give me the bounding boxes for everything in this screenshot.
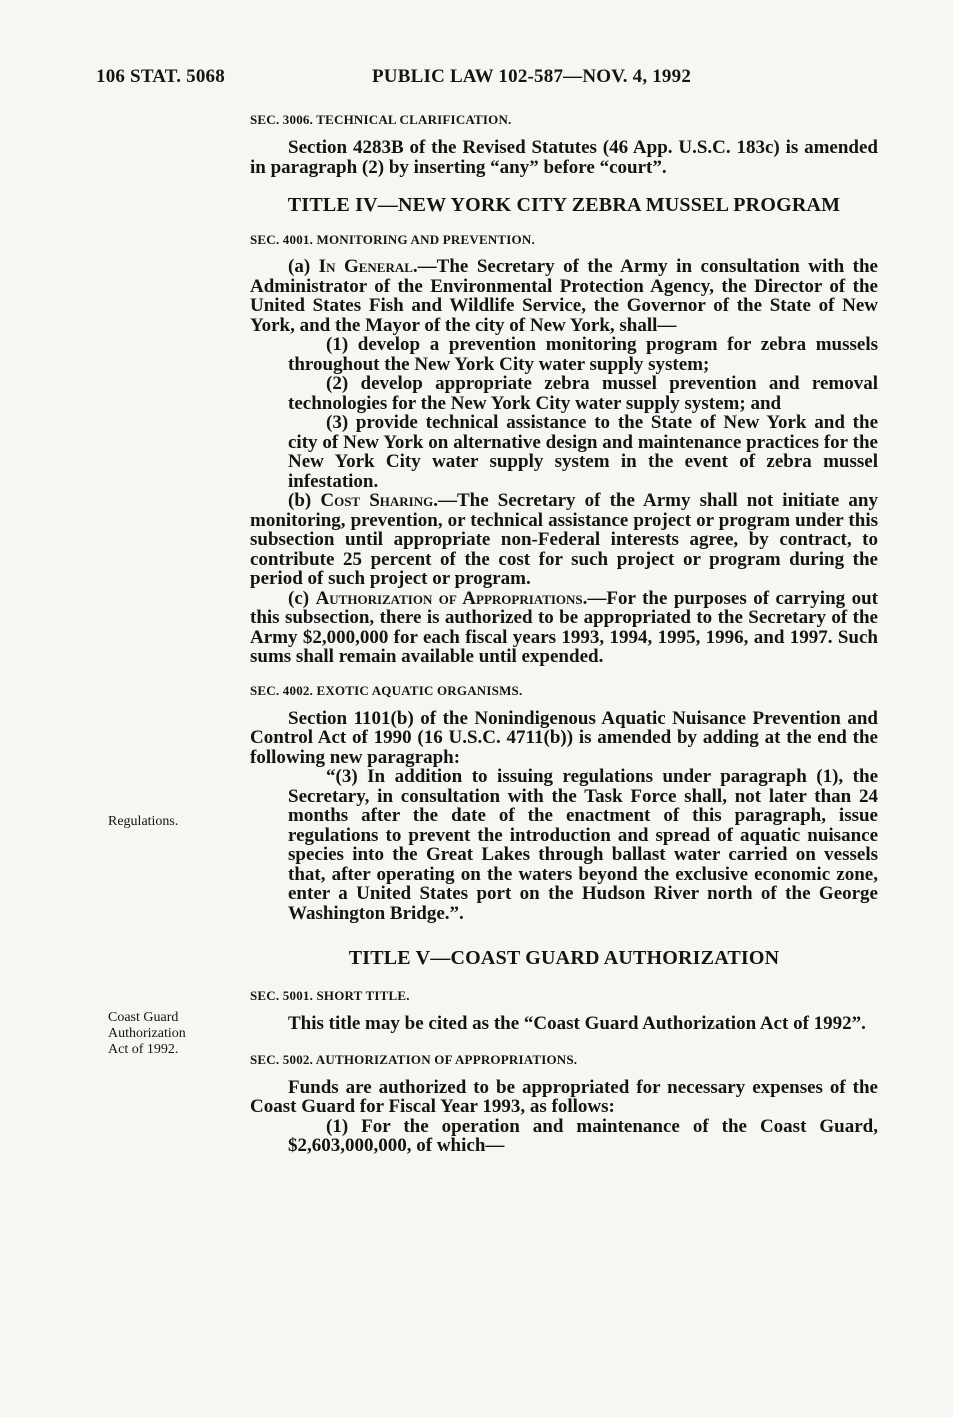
- section-4002-heading: SEC. 4002. EXOTIC AQUATIC ORGANISMS.: [250, 682, 523, 698]
- public-law-citation: PUBLIC LAW 102-587—NOV. 4, 1992: [372, 66, 692, 87]
- subsection-a-prefix: (a): [288, 256, 319, 277]
- subsection-b-caption: Cost Sharing.: [320, 490, 438, 511]
- section-4001-a-item-3: (3) provide technical assistance to the State of New York and the city of New York on alternative design and maintenance practices for the New York City water supply system in the event of zebra mussel infestation.: [288, 412, 878, 492]
- section-5001-heading: SEC. 5001. SHORT TITLE.: [250, 988, 410, 1003]
- subsection-a-text: —The Secretary of the Army in consultation with the Administrator of the Environmental Protection Agency, the Director of the United States Fish and Wildlife Service, the Governor of the State of New York, and the Mayor of the city of New York, shall—: [250, 256, 878, 336]
- subsection-b-prefix: (b): [288, 490, 321, 511]
- section-4001-b: [250, 491, 878, 589]
- subsection-c-caption: Authorization of Appropriations.: [315, 587, 588, 609]
- margin-note-line: Authorization: [108, 1026, 186, 1041]
- title-iv-heading: TITLE IV—NEW YORK CITY ZEBRA MUSSEL PROGRAM: [287, 194, 841, 216]
- section-4001-a-item-1: (1) develop a prevention monitoring program for zebra mussels throughout the New York City water supply system;: [288, 334, 878, 375]
- margin-note-line: Coast Guard: [108, 1010, 179, 1025]
- section-4001-a: [250, 257, 878, 335]
- section-3006-text: Section 4283B of the Revised Statutes (46 App. U.S.C. 183c) is amended in paragraph (2) by inserting “any” before “court”.: [250, 137, 878, 178]
- margin-note-line: Act of 1992.: [108, 1042, 179, 1057]
- section-5001-text: This title may be cited as the “Coast Guard Authorization Act of 1992”.: [288, 1013, 866, 1034]
- margin-note-regulations: Regulations.: [108, 814, 179, 829]
- section-4001-c: [250, 589, 878, 667]
- title-v-heading: TITLE V—COAST GUARD AUTHORIZATION: [348, 947, 780, 969]
- main-text-column: [250, 108, 878, 1156]
- margin-note-coast-guard: [108, 1010, 228, 1058]
- subsection-b-text: —The Secretary of the Army shall not initiate any monitoring, prevention, or technical assistance project or program under this subsection until appropriate non-Federal interests agree, by contract, to contribute 25 percent of the cost for such project or program during the period of such project or program.: [250, 490, 878, 589]
- section-4001-heading: SEC. 4001. MONITORING AND PREVENTION.: [250, 232, 535, 247]
- section-4002-quoted-paragraph: “(3) In addition to issuing regulations under paragraph (1), the Secretary, in consultation with the Task Force shall, not later than 24 months after the date of the enactment of this paragraph, issue regulations to prevent the introduction and spread of aquatic nuisance species into the Great Lakes through ballast water carried on vessels that, after operating on the waters beyond the exclusive economic zone, enter a United States port on the Hudson River north of the George Washington Bridge.”.: [288, 766, 878, 924]
- section-5002-heading: SEC. 5002. AUTHORIZATION OF APPROPRIATIONS.: [250, 1051, 578, 1067]
- section-4001-a-item-2: (2) develop appropriate zebra mussel prevention and removal technologies for the New York City water supply system; and: [288, 373, 878, 414]
- stat-citation: 106 STAT. 5068: [96, 66, 225, 87]
- section-5002-item-1: (1) For the operation and maintenance of the Coast Guard, $2,603,000,000, of which—: [288, 1115, 878, 1156]
- subsection-a-caption: In General.: [318, 256, 418, 277]
- section-4002-text: Section 1101(b) of the Nonindigenous Aquatic Nuisance Prevention and Control Act of 1990 (16 U.S.C. 4711(b)) is amended by adding at the end the following new paragraph:: [250, 707, 878, 768]
- subsection-c-prefix: (c): [288, 587, 316, 609]
- section-5002-text: Funds are authorized to be appropriated for necessary expenses of the Coast Guard for Fiscal Year 1993, as follows:: [250, 1076, 878, 1117]
- subsection-c-text: —For the purposes of carrying out this subsection, there is authorized to be appropriated to the Secretary of the Army $2,000,000 for each fiscal years 1993, 1994, 1995, 1996, and 1997. Such sums shall remain available until expended.: [250, 587, 878, 667]
- section-3006-heading: SEC. 3006. TECHNICAL CLARIFICATION.: [250, 112, 512, 127]
